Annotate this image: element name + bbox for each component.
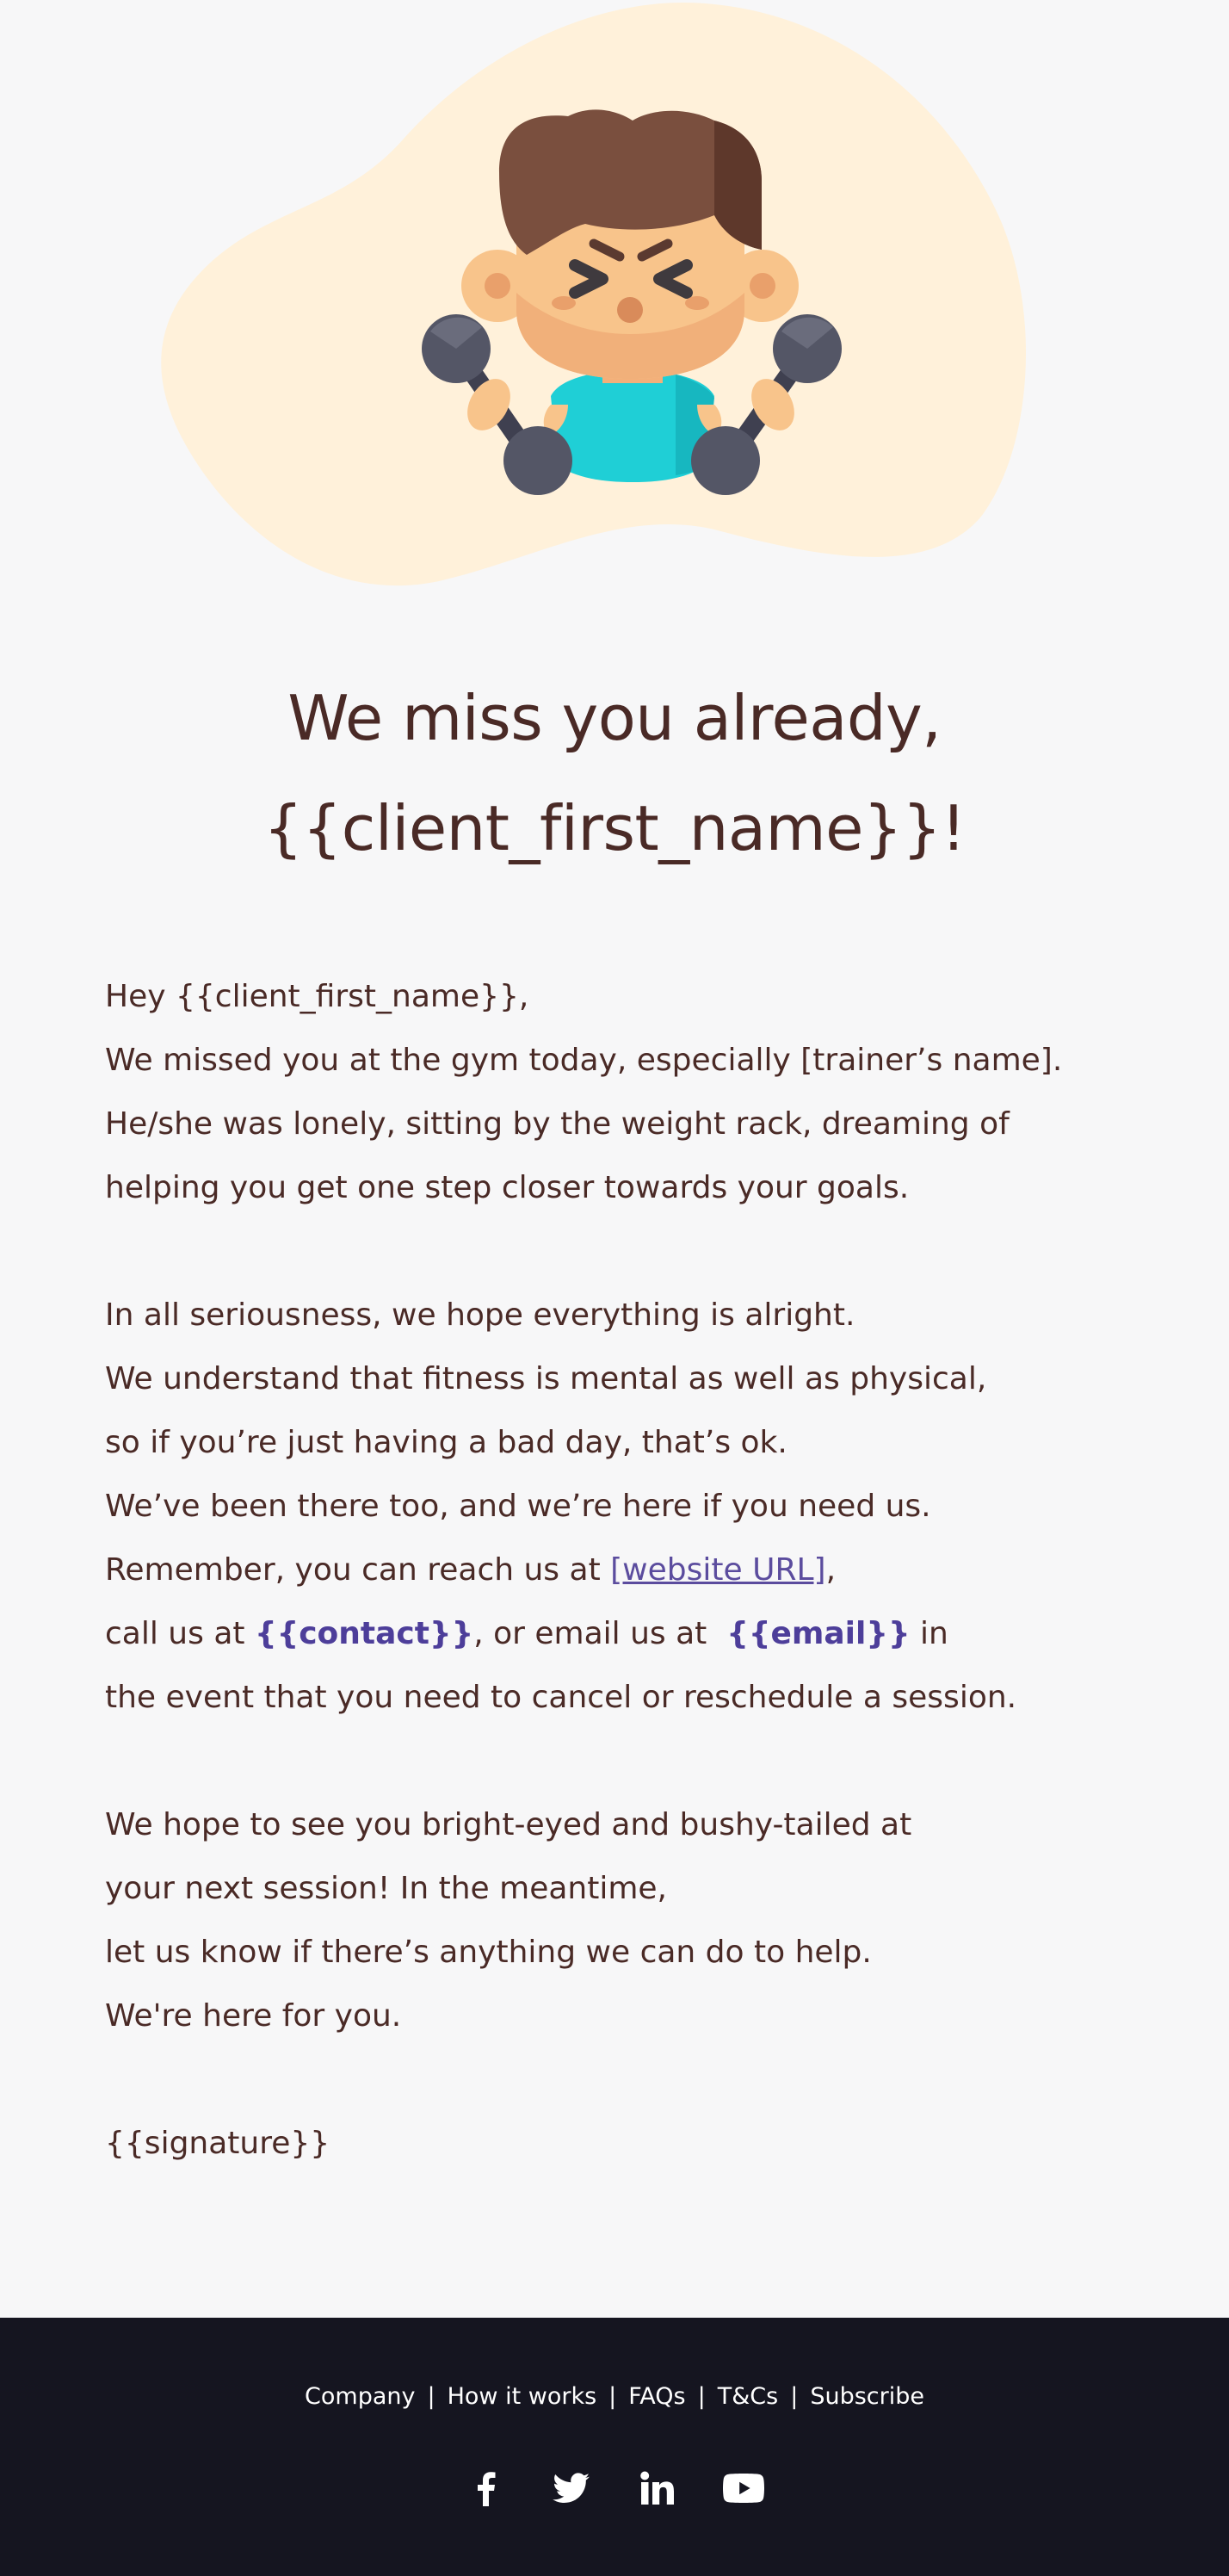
body-text: your next session! In the meantime, [105, 1871, 667, 1906]
body-text: In all seriousness, we hope everything is alright. [105, 1297, 855, 1333]
body-text: We’ve been there too, and we’re here if you need us. [105, 1489, 931, 1524]
contact-line: call us at {{contact}}, or email us at {{email}} in [105, 1616, 948, 1651]
body-text: We missed you at the gym today, especially [trainer’s name]. [105, 1043, 1063, 1078]
separator: | [427, 2383, 435, 2410]
body-text: so if you’re just having a bad day, that’s ok. [105, 1425, 787, 1460]
title-line-1: We miss you already, [287, 682, 942, 754]
footer-link-company[interactable]: Company [305, 2383, 416, 2410]
email-variable: {{email}} [726, 1616, 911, 1651]
hero-illustration [0, 0, 1229, 603]
body-text: let us know if there’s anything we can do to help. [105, 1935, 872, 1970]
body-text: the event that you need to cancel or reschedule a session. [105, 1680, 1017, 1715]
facebook-icon[interactable] [465, 2468, 506, 2509]
reach-line: Remember, you can reach us at [website URL], [105, 1552, 837, 1588]
body-text: We're here for you. [105, 1998, 402, 2034]
separator: | [608, 2383, 617, 2410]
email-body [105, 965, 1138, 2176]
footer-link-subscribe[interactable]: Subscribe [810, 2383, 924, 2410]
footer-link-how-it-works[interactable]: How it works [447, 2383, 597, 2410]
twitter-icon[interactable] [551, 2468, 592, 2509]
body-text: We hope to see you bright-eyed and bushy-tailed at [105, 1807, 912, 1842]
contact-variable: {{contact}} [254, 1616, 474, 1651]
separator: | [790, 2383, 799, 2410]
body-text: He/she was lonely, sitting by the weight rack, dreaming of [105, 1106, 1010, 1142]
youtube-icon[interactable] [723, 2468, 764, 2509]
website-link[interactable]: [website URL] [610, 1552, 826, 1588]
title-line-2: {{client_first_name}}! [263, 792, 966, 864]
weightlifter-illustration [0, 0, 1229, 603]
footer-link-tcs[interactable]: T&Cs [717, 2383, 779, 2410]
greeting: Hey {{client_first_name}}, [105, 979, 529, 1014]
signature: {{signature}} [105, 2126, 330, 2161]
body-text: helping you get one step closer towards your goals. [105, 1170, 910, 1205]
footer-link-faqs[interactable]: FAQs [628, 2383, 686, 2410]
separator: | [697, 2383, 706, 2410]
footer [0, 2318, 1229, 2576]
footer-nav [0, 2383, 1229, 2410]
social-links [0, 2468, 1229, 2509]
body-text: We understand that fitness is mental as well as physical, [105, 1361, 987, 1396]
page-title [0, 663, 1229, 883]
linkedin-icon[interactable] [637, 2468, 678, 2509]
